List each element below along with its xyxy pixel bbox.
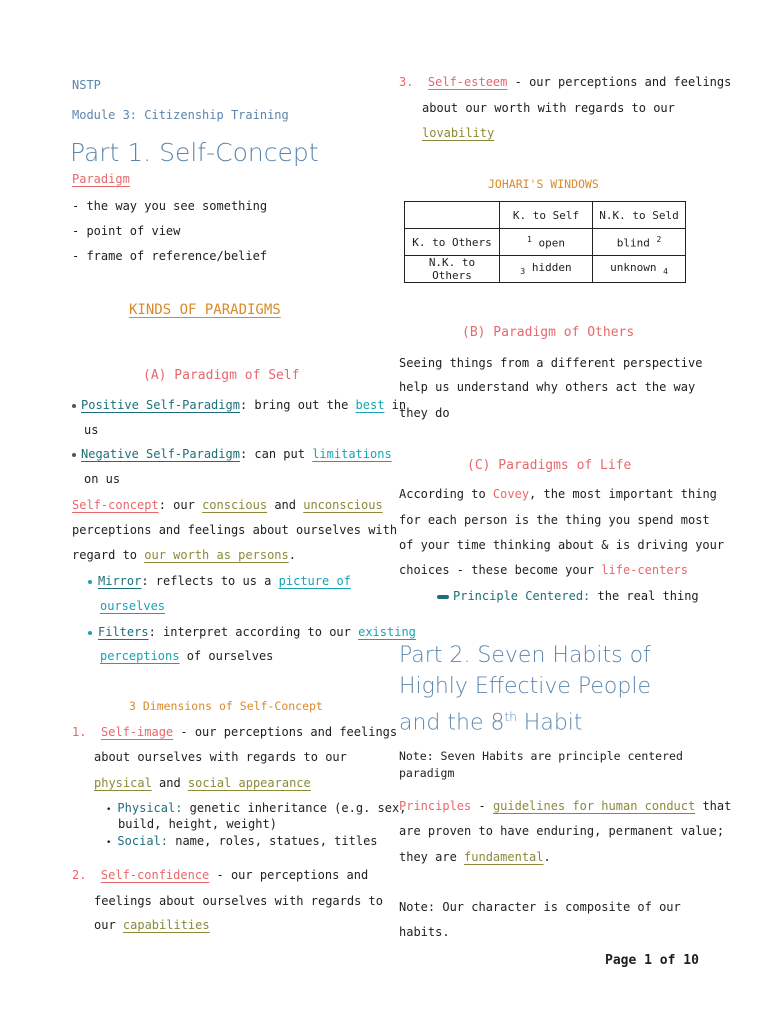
part1-title: Part 1. Self-Concept	[70, 138, 319, 167]
mirror-cont: ourselves	[100, 599, 166, 613]
bullet-icon: •	[106, 838, 112, 848]
table-header-cell: N.K. to Seld	[593, 202, 686, 229]
life-line-4: choices - these become your life-centers	[399, 563, 688, 577]
principles-line-3: they are fundamental.	[399, 850, 551, 864]
table-cell-unknown: unknown $_4$	[593, 256, 686, 283]
principle-centered-line: Principle Centered: the real thing	[437, 589, 699, 603]
principles-line-2: are proven to have enduring, permanent value;	[399, 824, 725, 838]
filters-cont: perceptions of ourselves	[100, 649, 274, 663]
dimensions-heading: 3 Dimensions of Self-Concept	[129, 699, 323, 713]
others-line-1: Seeing things from a different perspective	[399, 356, 703, 370]
note-1-line-1: Note: Seven Habits are principle centered	[399, 749, 683, 763]
dimension-2-line-2: feelings about ourselves with regards to	[94, 894, 383, 908]
table-row	[405, 256, 686, 283]
table-cell-open: $^1$ open	[500, 229, 593, 256]
bullet-icon: •	[106, 805, 112, 815]
others-line-3: they do	[399, 406, 450, 420]
page-number: Page 1 of 10	[605, 953, 699, 968]
part2-title: Part 2. Seven Habits of Highly Effective People and the 8th Habit	[399, 643, 651, 736]
positive-paradigm-line: Positive Self-Paradigm: bring out the best in	[72, 398, 406, 412]
table-cell-hidden: $_3$ hidden	[500, 256, 593, 283]
dimension-1-line-2: about ourselves with regards to our	[94, 750, 347, 764]
self-concept-line-3: regard to our worth as persons.	[72, 548, 296, 562]
bullet-icon	[88, 580, 92, 584]
note-1-line-2: paradigm	[399, 766, 455, 780]
module-title: Module 3: Citizenship Training	[72, 108, 289, 122]
paradigm-life-heading: (C) Paradigms of Life	[467, 458, 632, 473]
paradigm-self-heading: (A) Paradigm of Self	[143, 368, 300, 383]
paradigm-label: Paradigm	[72, 172, 130, 186]
table-row-header: N.K. to Others	[405, 256, 500, 283]
bullet-icon	[72, 404, 76, 408]
arrow-icon	[437, 595, 449, 599]
bullet-icon	[88, 631, 92, 635]
kinds-heading: KINDS OF PARADIGMS	[129, 302, 281, 318]
table-cell-empty	[405, 202, 500, 229]
paradigm-def-3: - frame of reference/belief	[72, 249, 268, 263]
life-line-2: for each person is the thing you spend most	[399, 513, 710, 527]
dimension-2-line-3: our capabilities	[94, 918, 210, 932]
paradigm-def-1: - the way you see something	[72, 199, 268, 213]
note-2-line-1: Note: Our character is composite of our	[399, 900, 681, 914]
table-header-cell: K. to Self	[500, 202, 593, 229]
dimension-3-line-2: about our worth with regards to our	[422, 101, 675, 115]
johari-title: JOHARI'S WINDOWS	[488, 177, 599, 191]
dimension-3-line-3: lovability	[422, 126, 495, 140]
life-line-1: According to Covey, the most important thing	[399, 487, 717, 501]
self-concept-line-2: perceptions and feelings about ourselves with	[72, 523, 398, 537]
note-2-line-2: habits.	[399, 925, 450, 939]
positive-paradigm-cont: us	[84, 423, 99, 437]
dimension-2-line-1: 2. Self-confidence - our perceptions and	[72, 868, 369, 882]
negative-paradigm-cont: on us	[84, 472, 121, 486]
social-line: • Social: name, roles, statues, titles	[106, 834, 378, 848]
paradigm-def-2: - point of view	[72, 224, 181, 238]
paradigm-others-heading: (B) Paradigm of Others	[462, 325, 635, 340]
life-line-3: of your time thinking about & is driving your	[399, 538, 725, 552]
table-row	[405, 202, 686, 229]
table-cell-blind: blind $^2$	[593, 229, 686, 256]
table-row	[405, 229, 686, 256]
bullet-icon	[72, 453, 76, 457]
physical-line-2: build, height, weight)	[118, 817, 277, 831]
others-line-2: help us understand why others act the way	[399, 380, 696, 394]
filters-line: Filters: interpret according to our existing	[88, 625, 416, 639]
dimension-1-line-1: 1. Self-image - our perceptions and feelings	[72, 725, 398, 739]
dimension-3-line-1: 3. Self-esteem - our perceptions and feelings	[399, 75, 732, 89]
dimension-1-line-3: physical and social appearance	[94, 776, 311, 790]
negative-paradigm-line: Negative Self-Paradigm: can put limitations	[72, 447, 392, 461]
mirror-line: Mirror: reflects to us a picture of	[88, 574, 351, 588]
course-label: NSTP	[72, 78, 101, 92]
physical-line-1: • Physical: genetic inheritance (e.g. sex,	[106, 801, 407, 815]
principles-line-1: Principles - guidelines for human conduct that	[399, 799, 732, 813]
johari-table	[404, 201, 686, 283]
self-concept-line-1: Self-concept: our conscious and unconscious	[72, 498, 383, 512]
table-row-header: K. to Others	[405, 229, 500, 256]
